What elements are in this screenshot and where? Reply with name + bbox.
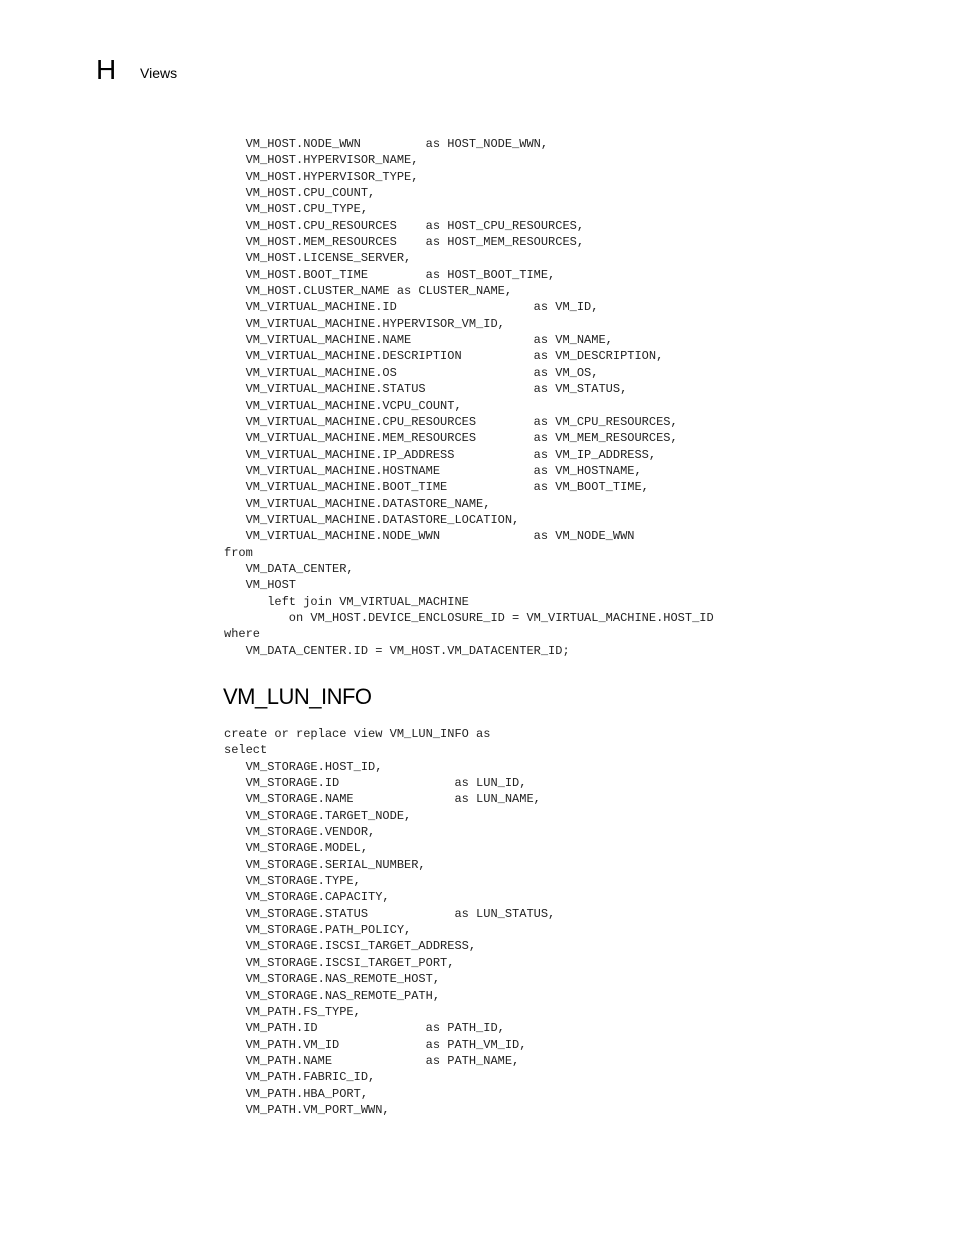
code-line: VM_HOST.NODE_WWN as HOST_NODE_WWN, — [224, 137, 549, 151]
sql-code-block-continued — [224, 136, 714, 659]
code-line: VM_HOST.CPU_TYPE, — [224, 202, 369, 217]
code-line: VM_VIRTUAL_MACHINE.NAME as VM_NAME, — [224, 333, 613, 348]
section-heading-vm-lun-info: VM_LUN_INFO — [223, 684, 372, 709]
code-line: VM_STORAGE.NAS_REMOTE_PATH, — [224, 988, 441, 1003]
code-line: VM_STORAGE.MODEL, — [224, 841, 369, 856]
code-line: VM_STORAGE.NAME as LUN_NAME, — [224, 792, 541, 807]
code-line: VM_HOST.LICENSE_SERVER, — [224, 251, 412, 266]
code-line: VM_STORAGE.TYPE, — [224, 874, 361, 889]
code-line: VM_STORAGE.SERIAL_NUMBER, — [224, 857, 426, 872]
code-line: VM_VIRTUAL_MACHINE.HYPERVISOR_VM_ID, — [224, 316, 505, 331]
code-line: VM_STORAGE.VENDOR, — [224, 825, 376, 840]
code-line: VM_STORAGE.ID as LUN_ID, — [224, 776, 527, 791]
code-line: VM_PATH.VM_PORT_WWN, — [224, 1102, 390, 1117]
code-line: VM_HOST.CLUSTER_NAME as CLUSTER_NAME, — [224, 284, 513, 299]
code-line: VM_STORAGE.ISCSI_TARGET_ADDRESS, — [224, 939, 477, 954]
code-line: VM_HOST.HYPERVISOR_NAME, — [224, 153, 419, 168]
code-line: VM_VIRTUAL_MACHINE.DESCRIPTION as VM_DESCRIPTION, — [224, 349, 664, 364]
code-line: VM_PATH.ID as PATH_ID, — [224, 1021, 505, 1036]
code-line: VM_STORAGE.CAPACITY, — [224, 890, 390, 905]
code-line: VM_VIRTUAL_MACHINE.MEM_RESOURCES as VM_MEM_RESOURCES, — [224, 431, 678, 446]
code-line: VM_HOST.CPU_COUNT, — [224, 186, 376, 201]
code-line: create or replace view VM_LUN_INFO as — [224, 727, 491, 741]
code-line: where — [224, 627, 261, 642]
code-line: VM_PATH.NAME as PATH_NAME, — [224, 1053, 520, 1068]
code-line: VM_STORAGE.STATUS as LUN_STATUS, — [224, 906, 556, 921]
appendix-letter: H — [96, 54, 117, 85]
code-line: VM_PATH.FS_TYPE, — [224, 1004, 361, 1019]
code-line: VM_HOST.CPU_RESOURCES as HOST_CPU_RESOURCES, — [224, 218, 585, 233]
code-line: on VM_HOST.DEVICE_ENCLOSURE_ID = VM_VIRTUAL_MACHINE.HOST_ID — [224, 610, 714, 625]
code-line: VM_STORAGE.TARGET_NODE, — [224, 808, 412, 823]
code-line: VM_VIRTUAL_MACHINE.IP_ADDRESS as VM_IP_ADDRESS, — [224, 447, 657, 462]
code-line: VM_HOST.MEM_RESOURCES as HOST_MEM_RESOURCES, — [224, 235, 585, 250]
code-line: VM_VIRTUAL_MACHINE.HOSTNAME as VM_HOSTNAME, — [224, 463, 642, 478]
chapter-title: Views — [140, 65, 178, 81]
code-line: VM_STORAGE.HOST_ID, — [224, 759, 383, 774]
code-line: VM_VIRTUAL_MACHINE.DATASTORE_LOCATION, — [224, 512, 520, 527]
code-line: VM_PATH.VM_ID as PATH_VM_ID, — [224, 1037, 527, 1052]
code-line: VM_VIRTUAL_MACHINE.VCPU_COUNT, — [224, 398, 462, 413]
code-line: VM_DATA_CENTER.ID = VM_HOST.VM_DATACENTER_ID; — [224, 643, 570, 658]
code-line: left join VM_VIRTUAL_MACHINE — [224, 594, 469, 609]
code-line: VM_VIRTUAL_MACHINE.STATUS as VM_STATUS, — [224, 382, 628, 397]
code-line: VM_VIRTUAL_MACHINE.NODE_WWN as VM_NODE_WWN — [224, 529, 635, 544]
code-line: VM_VIRTUAL_MACHINE.BOOT_TIME as VM_BOOT_TIME, — [224, 480, 649, 495]
code-line: VM_HOST.HYPERVISOR_TYPE, — [224, 169, 419, 184]
code-line: VM_HOST — [224, 578, 297, 593]
code-line: VM_STORAGE.ISCSI_TARGET_PORT, — [224, 955, 455, 970]
sql-code-block-vm-lun-info — [224, 726, 555, 1118]
code-line: VM_VIRTUAL_MACHINE.DATASTORE_NAME, — [224, 496, 491, 511]
code-line: VM_PATH.FABRIC_ID, — [224, 1070, 376, 1085]
code-line: VM_VIRTUAL_MACHINE.CPU_RESOURCES as VM_CPU_RESOURCES, — [224, 414, 678, 429]
code-line: VM_VIRTUAL_MACHINE.OS as VM_OS, — [224, 365, 599, 380]
code-line: VM_STORAGE.PATH_POLICY, — [224, 923, 412, 938]
code-line: VM_STORAGE.NAS_REMOTE_HOST, — [224, 972, 441, 987]
code-line: select — [224, 743, 268, 758]
code-line: VM_DATA_CENTER, — [224, 561, 354, 576]
code-line: VM_PATH.HBA_PORT, — [224, 1086, 369, 1101]
code-line: VM_HOST.BOOT_TIME as HOST_BOOT_TIME, — [224, 267, 556, 282]
code-line: from — [224, 545, 253, 560]
code-line: VM_VIRTUAL_MACHINE.ID as VM_ID, — [224, 300, 599, 315]
